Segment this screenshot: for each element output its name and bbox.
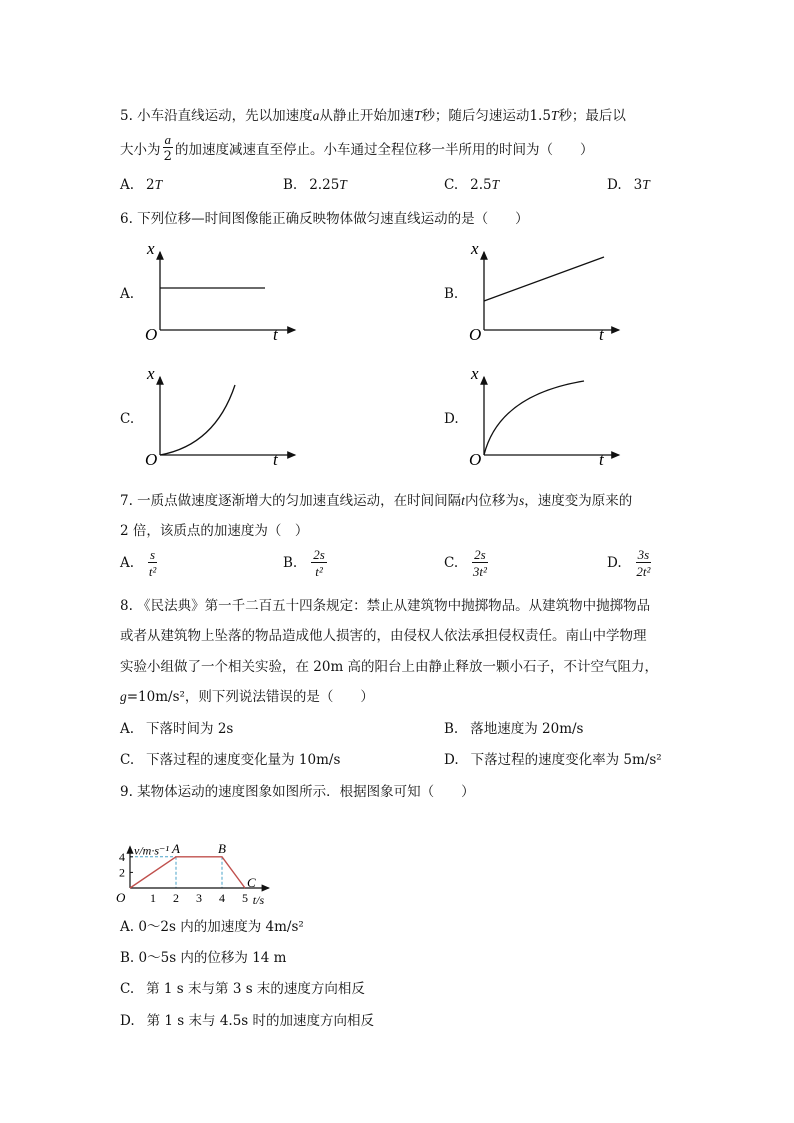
q7-text: 内位移为 (464, 493, 519, 509)
q5-option-b[interactable] (283, 177, 347, 193)
option-text: 第 1 s 末与 4.5s 时的加速度方向相反 (146, 1013, 375, 1029)
option-var: T (154, 177, 163, 192)
q7-option-a[interactable] (120, 548, 159, 578)
q6-graph-d (469, 365, 629, 470)
q5-text: 秒；最后以 (558, 108, 626, 124)
point-label-O: O (116, 890, 126, 905)
q5-text: 大小为 (120, 142, 161, 158)
q6-option-b[interactable] (444, 240, 624, 345)
q6-graph-c (145, 365, 305, 470)
x-axis-label: t/s (252, 893, 265, 907)
y-axis-label: x (147, 365, 155, 383)
y-tick-label: 2 (119, 865, 125, 880)
y-tick-label: 4 (119, 849, 125, 864)
q8-var-g: g (120, 689, 127, 704)
q6-option-d[interactable] (444, 365, 624, 470)
option-label: C. (120, 981, 135, 997)
q9-option-d[interactable] (120, 1009, 374, 1029)
q7-var-s: s (518, 493, 525, 508)
q8-option-d[interactable] (444, 748, 662, 768)
xt-curve (484, 257, 604, 301)
option-text: 0～5s 内的位移为 14 m (138, 950, 287, 966)
q9-stem: 9. 某物体运动的速度图象如图所示．根据图象可知（ ） (120, 784, 475, 800)
option-label: B. (120, 950, 135, 966)
q6-option-c[interactable] (120, 365, 300, 470)
fraction-denominator: 3t² (472, 564, 487, 579)
option-var: T (339, 177, 347, 192)
y-axis-label: x (471, 240, 479, 258)
origin-label: O (469, 450, 482, 469)
origin-label: O (145, 325, 158, 344)
option-label: C. (120, 752, 135, 768)
option-value: 2 (146, 177, 155, 193)
option-label: B. (283, 177, 298, 193)
xt-curve (484, 381, 584, 455)
x-axis-label: t (273, 325, 278, 344)
option-label: D. (120, 1013, 135, 1029)
q5-text: 从静止开始加速 (319, 108, 414, 124)
option-text: 下落过程的速度变化率为 5m/s² (470, 752, 662, 768)
q5-option-d[interactable] (607, 177, 650, 193)
q5-var-T: T (413, 108, 422, 123)
fraction-denominator: t² (315, 564, 323, 579)
q5-option-c[interactable] (444, 177, 499, 193)
q5-duration: 1.5 (529, 108, 551, 124)
option-label: C. (120, 411, 135, 427)
q7-text: ，速度变为原来的 (524, 493, 633, 509)
option-text: 下落时间为 2s (146, 721, 234, 737)
option-text: 落地速度为 20m/s (470, 721, 584, 737)
option-text: 第 1 s 末与第 3 s 末的速度方向相反 (146, 981, 365, 997)
option-label: D. (444, 411, 459, 427)
q9-option-b[interactable] (120, 946, 286, 966)
option-label: A. (120, 177, 135, 193)
q7-option-b[interactable] (283, 548, 329, 578)
option-value: 2.5 (470, 177, 492, 193)
q8-stem-line2: 或者从建筑物上坠落的物品造成他人损害的，由侵权人依法承担侵权责任。南山中学物理 (120, 628, 647, 644)
option-fraction (148, 548, 157, 578)
x-tick-label: 5 (242, 891, 248, 905)
q9-option-a[interactable] (120, 915, 304, 935)
x-tick-label: 3 (196, 891, 202, 905)
x-axis-label: t (599, 325, 604, 344)
option-fraction (636, 548, 652, 578)
option-value: 3 (633, 177, 643, 193)
q5-text: 5. 小车沿直线运动，先以加速度 (120, 108, 313, 124)
option-label: C. (444, 555, 459, 571)
q7-var-t: t (461, 493, 465, 508)
origin-label: O (145, 450, 158, 469)
q7-stem-line2: 2 倍，该质点的加速度为（ ） (120, 523, 309, 539)
option-value: 2.25 (309, 177, 340, 193)
option-label: D. (607, 177, 622, 193)
option-fraction (472, 548, 488, 578)
fraction-numerator: 3s (637, 547, 650, 562)
velocity-series-line (130, 857, 245, 888)
q8-stem-line1: 8. 《民法典》第一千二百五十四条规定：禁止从建筑物中抛掷物品。从建筑物中抛掷物品 (120, 598, 651, 614)
q5-stem-line2 (120, 133, 594, 163)
y-axis-label: x (471, 365, 479, 383)
option-label: D. (607, 555, 622, 571)
q8-option-c[interactable] (120, 748, 340, 768)
option-label: B. (444, 721, 459, 737)
option-label: A. (120, 919, 135, 935)
option-label: C. (444, 177, 459, 193)
q5-stem-line1 (120, 104, 626, 124)
q5-text: 的加速度减速直至停止。小车通过全程位移一半所用的时间为（ ） (175, 142, 594, 158)
fraction-denominator: 2 (163, 149, 172, 164)
q8-text: =10m/s²，则下列说法错误的是（ ） (126, 689, 374, 705)
option-label: A. (120, 721, 135, 737)
tick-labels (119, 850, 248, 905)
x-axis-label: t (599, 450, 604, 469)
xt-curve (160, 385, 235, 455)
option-text: 下落过程的速度变化量为 10m/s (146, 752, 341, 768)
x-tick-label: 1 (150, 891, 156, 905)
q9-option-c[interactable] (120, 977, 365, 997)
q5-var-a: a (312, 108, 320, 123)
option-var: T (642, 177, 650, 192)
fraction-numerator: 2s (474, 547, 486, 562)
fraction-denominator: t² (148, 564, 157, 579)
option-text: 0～2s 内的加速度为 4m/s² (138, 919, 304, 935)
q8-option-b[interactable] (444, 717, 583, 737)
fraction-denominator: 2t² (636, 564, 651, 579)
q7-option-d[interactable] (607, 548, 653, 578)
point-label-C: C (247, 875, 256, 890)
option-label: A. (120, 286, 135, 302)
q5-fraction-a-over-2 (163, 133, 174, 163)
fraction-numerator: s (150, 547, 156, 562)
option-var: T (491, 177, 500, 192)
q9-velocity-time-chart (112, 804, 292, 910)
q5-option-a[interactable] (120, 177, 162, 193)
q7-option-c[interactable] (444, 548, 490, 578)
x-axis-label: t (273, 450, 278, 469)
y-axis-label: x (147, 240, 155, 258)
q5-text: 秒；随后匀速运动 (421, 108, 530, 124)
origin-label: O (469, 325, 482, 344)
x-tick-label: 2 (173, 891, 179, 905)
q6-option-a[interactable] (120, 240, 300, 345)
option-label: B. (444, 286, 459, 302)
q8-option-a[interactable] (120, 717, 233, 737)
q6-graph-b (469, 240, 629, 345)
fraction-numerator: a (164, 132, 171, 147)
q7-stem-line1 (120, 489, 632, 509)
option-label: D. (444, 752, 459, 768)
option-label: A. (120, 555, 135, 571)
y-axis-label: v/m·s⁻¹ (134, 843, 169, 858)
q5-var-T: T (550, 108, 559, 123)
q6-graph-a (145, 240, 305, 345)
point-label-B: B (218, 840, 226, 856)
x-tick-label: 4 (219, 891, 225, 905)
q8-stem-line3: 实验小组做了一个相关实验，在 20m 高的阳台上由静止释放一颗小石子，不计空气阻力， (120, 659, 659, 675)
point-label-A: A (172, 840, 180, 856)
guide-lines (130, 857, 222, 888)
q6-stem: 6. 下列位移—时间图像能正确反映物体做匀速直线运动的是（ ） (120, 211, 529, 227)
option-fraction (311, 548, 327, 578)
q8-stem-line4 (120, 685, 374, 705)
fraction-numerator: 2s (313, 547, 325, 562)
q7-text: 7. 一质点做速度逐渐增大的匀加速直线运动，在时间间隔 (120, 493, 462, 509)
option-label: B. (283, 555, 298, 571)
